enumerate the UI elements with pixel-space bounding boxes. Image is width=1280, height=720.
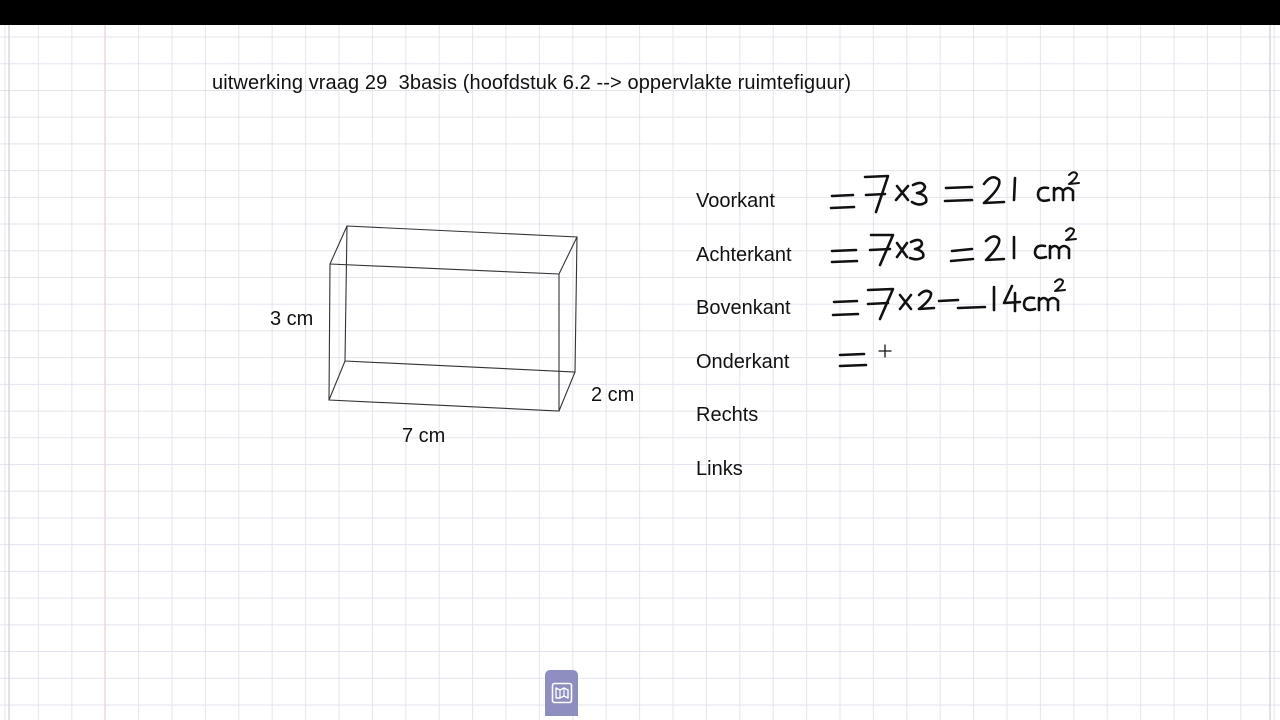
top-bar xyxy=(0,0,1280,25)
height-label: 3 cm xyxy=(270,308,314,330)
width-label: 7 cm xyxy=(402,425,446,447)
depth-label: 2 cm xyxy=(591,384,635,406)
whiteboard-sheet[interactable] xyxy=(0,25,1280,720)
face-label-bovenkant: Bovenkant xyxy=(696,297,791,319)
face-label-achterkant: Achterkant xyxy=(696,244,792,266)
grid-background xyxy=(0,25,1280,720)
page-title: uitwerking vraag 29 3basis (hoofdstuk 6.2 --> oppervlakte ruimtefiguur) xyxy=(212,72,852,94)
face-label-onderkant: Onderkant xyxy=(696,351,790,373)
app-launcher-button[interactable] xyxy=(545,670,578,716)
face-label-links: Links xyxy=(696,458,743,480)
face-label-voorkant: Voorkant xyxy=(696,190,775,212)
face-label-rechts: Rechts xyxy=(696,404,759,426)
map-icon xyxy=(551,682,573,704)
